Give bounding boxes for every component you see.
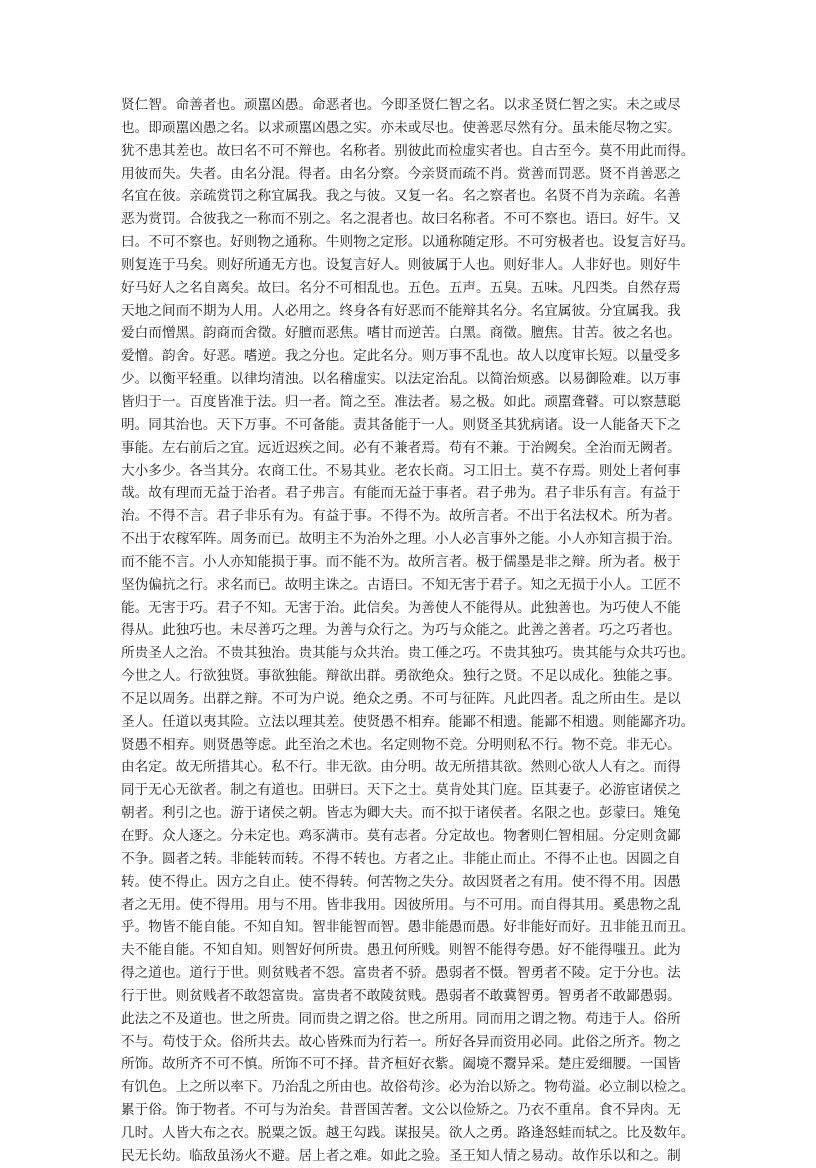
text-line: 乎。物皆不能自能。不知自知。智非能智而智。愚非能愚而愚。好非能好而好。丑非能丑而丑。 xyxy=(121,919,695,936)
text-line: 天地之间而不期为人用。人必用之。终身各有好恶而不能辩其名分。名宜属彼。分宜属我。我 xyxy=(121,302,681,319)
text-line: 同于无心无欲者。制之有道也。田骈曰。天下之士。莫肯处其门庭。臣其妻子。必游宦诸侯之 xyxy=(121,782,681,799)
text-line: 而不能不言。小人亦知能损于事。而不能不为。故所言者。极于儒墨是非之辩。所为者。极于 xyxy=(121,553,681,570)
text-line: 所饰。故所齐不可不慎。所饰不可不择。昔齐桓好衣紫。阖境不鬻异采。楚庄爱细腰。一国皆 xyxy=(121,1056,681,1073)
text-line: 大小多少。各当其分。农商工仕。不易其业。老农长商。习工旧士。莫不存焉。则处上者何事 xyxy=(121,462,681,479)
text-line: 贤愚不相弃。则贤愚等虑。此至治之术也。名定则物不竞。分明则私不行。物不竞。非无心。 xyxy=(121,736,681,753)
text-line: 几时。人皆大布之衣。脱粟之饭。越王勾践。谋报吴。欲人之勇。路逢怒蛙而轼之。比及数年。 xyxy=(121,1124,695,1141)
text-line: 得之道也。道行于世。则贫贱者不怨。富贵者不骄。愚弱者不慑。智勇者不陵。定于分也。法 xyxy=(121,965,681,982)
text-line: 恶为赏罚。合彼我之一称而不别之。名之混者也。故曰名称者。不可不察也。语曰。好牛。又 xyxy=(121,211,681,228)
text-line: 由名定。故无所措其心。私不行。非无欲。由分明。故无所措其欲。然则心欲人人有之。而得 xyxy=(121,759,681,776)
text-line: 者之无用。使不得用。用与不用。皆非我用。因彼所用。与不可用。而自得其用。奚患物之乱 xyxy=(121,896,681,913)
text-line: 爱憎。韵舍。好恶。嗜逆。我之分也。定此名分。则万事不乱也。故人以度审长短。以量受多 xyxy=(121,348,681,365)
text-line: 不出于农稼军阵。周务而已。故明主不为治外之理。小人必言事外之能。小人亦知言损于治。 xyxy=(121,531,681,548)
text-line: 不足以周务。出群之辩。不可为户说。绝众之勇。不可与征阵。凡此四者。乱之所由生。是以 xyxy=(121,690,681,707)
text-line: 能。无害于巧。君子不知。无害于治。此信矣。为善使人不能得从。此独善也。为巧使人不能 xyxy=(121,599,681,616)
text-line: 治。不得不言。君子非乐有为。有益于事。不得不为。故所言者。不出于名法权术。所为者。 xyxy=(121,508,681,525)
text-line: 行于世。则贫贱者不敢怨富贵。富贵者不敢陵贫贱。愚弱者不敢冀智勇。智勇者不敢鄙愚弱。 xyxy=(121,987,681,1004)
text-line: 不争。圆者之转。非能转而转。不得不转也。方者之止。非能止而止。不得不止也。因圆之自 xyxy=(121,850,681,867)
body-text xyxy=(121,94,697,1168)
text-line: 贤仁智。命善者也。顽嚚凶愚。命恶者也。今即圣贤仁智之名。以求圣贤仁智之实。未之或尽 xyxy=(121,97,681,113)
text-line: 名宜在彼。亲疏赏罚之称宜属我。我之与彼。又复一名。名之察者也。名贤不肖为亲疏。名善 xyxy=(121,188,681,205)
text-line: 有饥色。上之所以率下。乃治乱之所由也。故俗苟沴。必为治以矫之。物苟溢。必立制以检之。 xyxy=(121,1079,695,1096)
text-line: 在野。众人逐之。分未定也。鸡豕满市。莫有志者。分定故也。物奢则仁智相屈。分定则贪鄙 xyxy=(121,828,681,844)
text-line: 犹不患其差也。故曰名不可不辩也。名称者。别彼此而检虚实者也。自古至今。莫不用此而得。 xyxy=(121,142,695,159)
text-line: 此法之不及道也。世之所贵。同而贵之谓之俗。世之所用。同而用之谓之物。苟违于人。俗所 xyxy=(121,1010,681,1027)
text-line: 民无长幼。临敌虽汤火不避。居上者之难。如此之验。圣王知人情之易动。故作乐以和之。制 xyxy=(121,1147,681,1164)
text-line: 今世之人。行欲独贤。事欲独能。辩欲出群。勇欲绝众。独行之贤。不足以成化。独能之事。 xyxy=(121,668,681,685)
text-line: 夫不能自能。不知自知。则智好何所贵。愚丑何所贱。则智不能得夸愚。好不能得嗤丑。此为 xyxy=(121,942,681,959)
text-line: 明。同其治也。天下万事。不可备能。责其备能于一人。则贤圣其犹病诸。设一人能备天下之 xyxy=(121,416,681,433)
text-line: 哉。故有理而无益于治者。君子弗言。有能而无益于事者。君子弗为。君子非乐有言。有益于 xyxy=(121,485,681,502)
text-line: 用彼而失。失者。由名分混。得者。由名分察。今亲贤而疏不肖。赏善而罚恶。贤不肖善恶之 xyxy=(121,165,681,182)
text-line: 爱白而憎黑。韵商而舍徵。好膻而恶焦。嗜甘而逆苦。白黑。商徵。膻焦。甘苦。彼之名也。 xyxy=(121,325,681,342)
text-line: 也。即顽嚚凶愚之名。以求顽嚚凶愚之实。亦未或尽也。使善恶尽然有分。虽未能尽物之实。 xyxy=(121,119,681,136)
text-line: 累于俗。饰于物者。不可与为治矣。昔晋国苦奢。文公以俭矫之。乃衣不重帛。食不异肉。无 xyxy=(121,1102,681,1119)
text-line: 转。使不得止。因方之自止。使不得转。何苦物之失分。故因贤者之有用。使不得不用。因愚 xyxy=(121,873,681,890)
text-line: 得从。此独巧也。未尽善巧之理。为善与众行之。为巧与众能之。此善之善者。巧之巧者也。 xyxy=(121,622,681,639)
text-line: 所贵圣人之治。不贵其独治。贵其能与众共治。贵工倕之巧。不贵其独巧。贵其能与众共巧也。 xyxy=(121,645,695,662)
text-line: 朝者。利引之也。游于诸侯之朝。皆志为卿大夫。而不拟于诸侯者。名限之也。彭蒙曰。雉兔 xyxy=(121,805,681,822)
text-line: 坚伪偏抗之行。求名而已。故明主诛之。古语曰。不知无害于君子。知之无损于小人。工匠不 xyxy=(121,576,681,593)
text-line: 曰。不可不察也。好则物之通称。牛则物之定形。以通称随定形。不可穷极者也。设复言好马。 xyxy=(121,234,695,251)
text-line: 皆归于一。百度皆准于法。归一者。简之至。准法者。易之极。如此。顽嚚聋瞽。可以察慧聪 xyxy=(121,393,681,410)
text-line: 则复连于马矣。则好所通无方也。设复言好人。则彼属于人也。则好非人。人非好也。则好牛 xyxy=(121,256,681,273)
text-line: 好马好人之名自离矣。故曰。名分不可相乱也。五色。五声。五臭。五味。凡四类。自然存焉 xyxy=(121,279,681,296)
text-line: 少。以衡平轻重。以律均清浊。以名稽虚实。以法定治乱。以简治烦惑。以易御险难。以万事 xyxy=(121,371,681,388)
text-line: 不与。苟忮于众。俗所共去。故心皆殊而为行若一。所好各异而资用必同。此俗之所齐。物之 xyxy=(121,1033,681,1050)
text-line: 事能。左右前后之宜。远近迟疾之间。必有不兼者焉。苟有不兼。于治阙矣。全治而无阙者。 xyxy=(121,439,681,456)
text-line: 圣人。任道以夷其险。立法以理其差。使贤愚不相弃。能鄙不相遗。能鄙不相遗。则能鄙齐功。 xyxy=(121,713,695,730)
